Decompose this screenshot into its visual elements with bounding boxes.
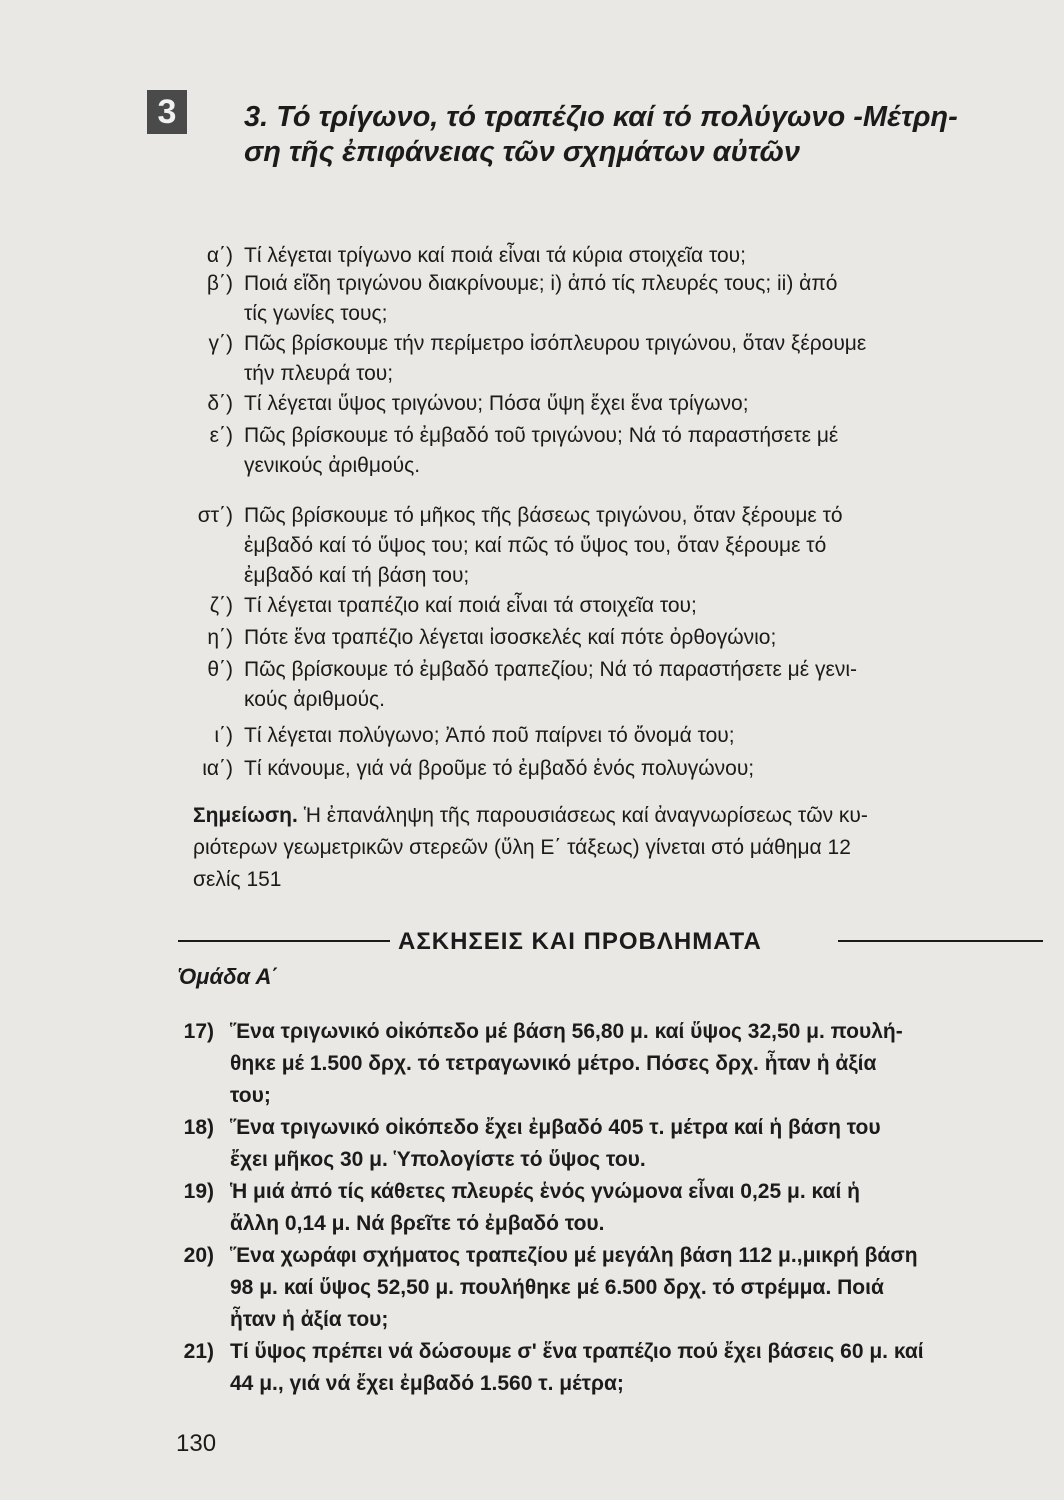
problem-number: 17) (183, 1020, 214, 1043)
question-label: θ΄) (207, 658, 233, 681)
problem-text: Ἕνα τριγωνικό οἰκόπεδο ἔχει ἐμβαδό 405 τ. μέτρα καί ἡ βάση του (230, 1116, 881, 1139)
problem-number: 21) (183, 1340, 214, 1363)
problem-text: Ἕνα τριγωνικό οἰκόπεδο μέ βάση 56,80 μ. καί ὕψος 32,50 μ. πουλή- (230, 1020, 903, 1043)
exercises-heading: ΑΣΚΗΣΕΙΣ ΚΑΙ ΠΡΟΒΛΗΜΑΤΑ (398, 928, 762, 955)
question-text: ἐμβαδό καί τό ὕψος του; καί πῶς τό ὕψος του, ὅταν ξέρουμε τό (244, 534, 827, 557)
question-label: ια΄) (202, 757, 233, 780)
note-text: Ἡ ἐπανάληψη τῆς παρουσιάσεως καί ἀναγνωρίσεως τῶν κυ- (297, 804, 868, 827)
question-text: τήν πλευρά του; (244, 362, 394, 385)
problem-text: 44 μ., γιά νά ἔχει ἐμβαδό 1.560 τ. μέτρα; (230, 1372, 624, 1395)
question-text: Πῶς βρίσκουμε τό ἐμβαδό τοῦ τριγώνου; Νά τό παραστήσετε μέ (244, 424, 839, 447)
question-text: Πῶς βρίσκουμε τό ἐμβαδό τραπεζίου; Νά τό παραστήσετε μέ γενι- (244, 658, 857, 681)
question-label: α΄) (206, 244, 233, 267)
question-text: Τί λέγεται ὕψος τριγώνου; Πόσα ὕψη ἔχει ἕνα τρίγωνο; (244, 392, 749, 415)
section-number-badge: 3 (147, 90, 187, 134)
problem-text: του; (230, 1084, 271, 1107)
problem-text: ἔχει μῆκος 30 μ. Ὑπολογίστε τό ὕψος του. (230, 1148, 646, 1171)
question-text: Τί κάνουμε, γιά νά βροῦμε τό ἐμβαδό ἑνός πολυγώνου; (244, 757, 755, 780)
question-text: Πῶς βρίσκουμε τό μῆκος τῆς βάσεως τριγώνου, ὅταν ξέρουμε τό (244, 504, 843, 527)
question-text: Τί λέγεται πολύγωνο; Ἀπό ποῦ παίρνει τό ὄνομά του; (244, 724, 735, 747)
group-label: Ὁμάδα Α΄ (178, 964, 279, 989)
question-label: β΄) (206, 272, 233, 295)
question-text: Τί λέγεται τρίγωνο καί ποιά εἶναι τά κύρια στοιχεῖα του; (244, 244, 746, 267)
section-title (244, 100, 1044, 170)
question-label: δ΄) (207, 392, 233, 415)
section-title-line: ση τῆς ἐπιφάνειας τῶν σχημάτων αὐτῶν (244, 136, 800, 168)
problem-number: 20) (183, 1244, 214, 1267)
question-label: ι΄) (214, 724, 233, 747)
question-text: Πότε ἕνα τραπέζιο λέγεται ἰσοσκελές καί πότε ὀρθογώνιο; (244, 626, 777, 649)
problem-text: Τί ὕψος πρέπει νά δώσουμε σ' ἕνα τραπέζιο πού ἔχει βάσεις 60 μ. καί (230, 1340, 924, 1363)
question-text: τίς γωνίες τους; (244, 302, 388, 325)
problem-text: 98 μ. καί ὕψος 52,50 μ. πουλήθηκε μέ 6.500 δρχ. τό στρέμμα. Ποιά (230, 1276, 884, 1299)
question-text: Πῶς βρίσκουμε τήν περίμετρο ἰσόπλευρου τριγώνου, ὅταν ξέρουμε (244, 332, 867, 355)
problem-text: θηκε μέ 1.500 δρχ. τό τετραγωνικό μέτρο. Πόσες δρχ. ἦταν ἡ ἀξία (230, 1052, 877, 1075)
note-text: σελίς 151 (193, 868, 282, 891)
problem-number: 19) (183, 1180, 214, 1203)
question-label: ζ΄) (209, 594, 233, 617)
question-label: γ΄) (208, 332, 233, 355)
problem-text: ἄλλη 0,14 μ. Νά βρεῖτε τό ἐμβαδό του. (230, 1212, 605, 1235)
problem-text: Ἕνα χωράφι σχήματος τραπεζίου μέ μεγάλη βάση 112 μ.,μικρή βάση (230, 1244, 918, 1267)
question-text: Ποιά εἴδη τριγώνου διακρίνουμε; i) ἀπό τίς πλευρές τους; ii) ἀπό (244, 272, 838, 295)
question-text: ἐμβαδό καί τή βάση του; (244, 564, 470, 587)
problem-text: Ἡ μιά ἀπό τίς κάθετες πλευρές ἑνός γνώμονα εἶναι 0,25 μ. καί ἡ (230, 1180, 860, 1203)
heading-rule-right (838, 940, 1043, 942)
section-title-line: 3. Τό τρίγωνο, τό τραπέζιο καί τό πολύγωνο -Μέτρη- (244, 101, 958, 133)
page-number: 130 (176, 1430, 217, 1457)
question-label: ε΄) (209, 424, 233, 447)
heading-rule-left (178, 940, 390, 942)
note-label: Σημείωση. (193, 804, 298, 827)
question-label: στ΄) (197, 504, 233, 527)
question-text: Τί λέγεται τραπέζιο καί ποιά εἶναι τά στοιχεῖα του; (244, 594, 697, 617)
question-label: η΄) (207, 626, 233, 649)
problem-number: 18) (183, 1116, 214, 1139)
note-text: ριότερων γεωμετρικῶν στερεῶν (ὕλη Ε΄ τάξεως) γίνεται στό μάθημα 12 (193, 836, 851, 859)
question-text: κούς ἀριθμούς. (244, 688, 386, 711)
question-text: γενικούς ἀριθμούς. (244, 454, 421, 477)
note-paragraph (193, 800, 1048, 896)
problem-text: ἦταν ἡ ἀξία του; (230, 1308, 389, 1331)
